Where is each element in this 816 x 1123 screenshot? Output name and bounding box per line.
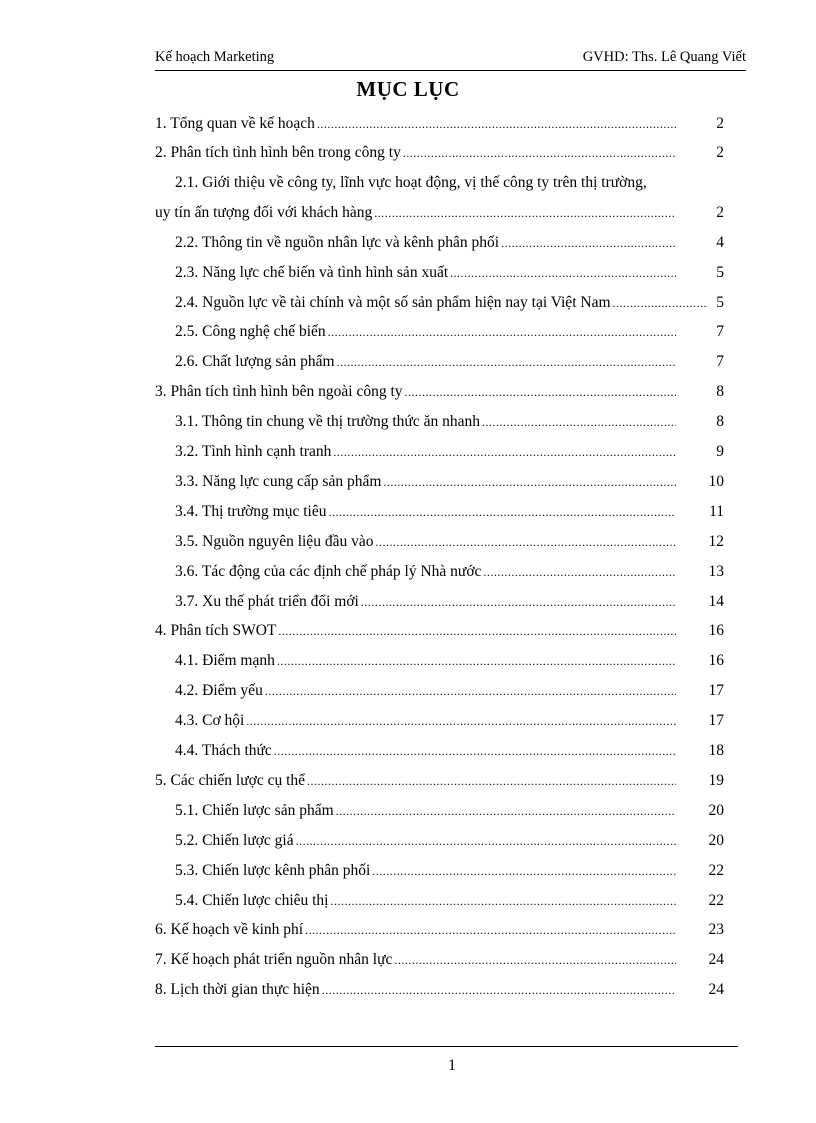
toc-entry-label: 4.4. Thách thức (175, 742, 272, 759)
toc-entry-label: 2.3. Năng lực chế biến và tình hình sản xuất (175, 264, 449, 281)
header-divider (155, 70, 746, 71)
toc-entry-label: 3.1. Thông tin chung về thị trường thức ăn nhanh (175, 413, 480, 430)
toc-entry[interactable] (175, 321, 724, 343)
toc-entry-label[interactable]: 2.1. Giới thiệu về công ty, lĩnh vực hoạt động, vị thế công ty trên thị trường, (175, 174, 647, 191)
dot-leader (403, 142, 676, 164)
toc-entry-page: 22 (708, 862, 724, 879)
toc-entry-label: 2.5. Công nghệ chế biến (175, 323, 326, 340)
toc-entry-page: 18 (708, 742, 724, 759)
dot-leader (394, 949, 676, 971)
toc-entry-page: 9 (716, 443, 724, 460)
toc-entry[interactable] (155, 979, 724, 1001)
toc-entry[interactable] (155, 381, 724, 403)
toc-entry-page: 13 (708, 563, 724, 580)
toc-entry[interactable] (175, 292, 724, 314)
toc-entry[interactable] (155, 919, 724, 941)
dot-leader (265, 680, 676, 702)
dot-leader (482, 411, 676, 433)
toc-entry-page: 10 (708, 473, 724, 490)
toc-entry-page: 17 (708, 712, 724, 729)
toc-entry[interactable] (155, 202, 724, 224)
toc-entry-label-continuation: uy tín ấn tượng đối với khách hàng (155, 204, 373, 221)
toc-entry-label: 5. Các chiến lược cụ thể (155, 772, 306, 789)
toc-entry-label: 5.3. Chiến lược kênh phân phối (175, 862, 371, 879)
toc-entry-page: 14 (708, 593, 724, 610)
toc-entry-page: 22 (708, 892, 724, 909)
dot-leader (331, 890, 677, 912)
dot-leader (383, 471, 676, 493)
toc-entry-page: 24 (708, 951, 724, 968)
toc-entry-page: 8 (716, 383, 724, 400)
toc-entry[interactable] (175, 501, 724, 523)
dot-leader (336, 800, 676, 822)
toc-entry-page: 20 (708, 802, 724, 819)
toc-entry-page: 5 (716, 294, 724, 311)
toc-entry[interactable] (175, 680, 724, 702)
toc-entry-label: 4.3. Cơ hội (175, 712, 245, 729)
toc-entry[interactable] (175, 351, 724, 373)
toc-entry-page: 24 (708, 981, 724, 998)
dot-leader (317, 113, 676, 135)
footer-divider (155, 1046, 738, 1047)
toc-entry[interactable] (175, 890, 724, 912)
page-header (155, 49, 746, 69)
toc-entry-label: 4.2. Điểm yếu (175, 682, 263, 699)
toc-entry-label: 2.6. Chất lượng sản phẩm (175, 353, 335, 370)
toc-entry-page: 8 (716, 413, 724, 430)
dot-leader (328, 321, 676, 343)
dot-leader (277, 650, 676, 672)
toc-entry-page: 23 (708, 921, 724, 938)
toc-entry-page: 16 (708, 622, 724, 639)
toc-entry-page: 11 (709, 503, 724, 520)
toc-entry-label: 2.2. Thông tin về nguồn nhân lực và kênh phân phối (175, 234, 500, 251)
dot-leader (329, 501, 677, 523)
toc-entry-page: 5 (716, 264, 724, 281)
dot-leader (333, 441, 676, 463)
toc-entry[interactable] (175, 531, 724, 553)
toc-entry-label: 6. Kế hoạch về kinh phí (155, 921, 304, 938)
toc-entry-page: 4 (716, 234, 724, 251)
toc-entry[interactable] (155, 949, 724, 971)
toc-entry[interactable] (175, 800, 724, 822)
toc-entry-page: 7 (716, 353, 724, 370)
toc-entry-label: 5.2. Chiến lược giá (175, 832, 294, 849)
toc-entry-label: 3.7. Xu thế phát triển đổi mới (175, 593, 359, 610)
toc-entry-label: 7. Kế hoạch phát triển nguồn nhân lực (155, 951, 393, 968)
toc-entry-page: 17 (708, 682, 724, 699)
toc-entry-page: 16 (708, 652, 724, 669)
dot-leader (246, 710, 676, 732)
toc-entry-page: 19 (708, 772, 724, 789)
page-number: 1 (448, 1057, 456, 1074)
dot-leader (375, 531, 676, 553)
toc-entry[interactable] (175, 591, 724, 613)
dot-leader (405, 381, 676, 403)
dot-leader (483, 561, 676, 583)
dot-leader (337, 351, 676, 373)
toc-entry-label: 4. Phân tích SWOT (155, 622, 277, 639)
dot-leader (274, 740, 676, 762)
toc-entry-page: 7 (716, 323, 724, 340)
toc-entry-label: 3.4. Thị trường mục tiêu (175, 503, 327, 520)
toc-entry-page: 12 (708, 533, 724, 550)
toc-entry-label: 3.6. Tác động của các định chế pháp lý Nhà nước (175, 563, 482, 580)
toc-entry-label: 1. Tổng quan về kế hoạch (155, 115, 315, 132)
dot-leader (305, 919, 676, 941)
toc-entry[interactable] (175, 411, 724, 433)
toc-entry-label: 3.5. Nguồn nguyên liệu đầu vào (175, 533, 374, 550)
toc-entry-label: 4.1. Điểm mạnh (175, 652, 275, 669)
dot-leader (374, 202, 676, 224)
dot-leader (450, 262, 676, 284)
toc-entry[interactable] (175, 232, 724, 254)
toc-entry-label: 3.3. Năng lực cung cấp sản phẩm (175, 473, 382, 490)
dot-leader (372, 860, 676, 882)
toc-entry[interactable] (155, 770, 724, 792)
toc-entry[interactable] (175, 262, 724, 284)
toc-entry-label: 3. Phân tích tình hình bên ngoài công ty (155, 383, 403, 400)
toc-entry[interactable] (155, 620, 724, 642)
toc-entry[interactable] (175, 441, 724, 463)
toc-entry[interactable] (175, 650, 724, 672)
toc-entry[interactable] (175, 471, 724, 493)
toc-title: MỤC LỤC (356, 77, 460, 101)
toc-entry-page: 2 (716, 144, 724, 161)
toc-entry-page: 2 (716, 115, 724, 132)
toc-entry[interactable] (155, 113, 724, 135)
dot-leader (322, 979, 676, 1001)
header-advisor: GVHD: Ths. Lê Quang Viết (582, 49, 746, 65)
toc-entry[interactable] (155, 142, 724, 164)
toc-entry[interactable] (175, 561, 724, 583)
header-document-title: Kế hoạch Marketing (155, 49, 275, 65)
toc-entry-label: 2. Phân tích tình hình bên trong công ty (155, 144, 401, 161)
toc-entry[interactable] (175, 860, 724, 882)
toc-entry[interactable] (175, 740, 724, 762)
toc-entry-page: 20 (708, 832, 724, 849)
toc-entry-page: 2 (716, 204, 724, 221)
toc-entry-label: 3.2. Tình hình cạnh tranh (175, 443, 332, 460)
toc-entry-label: 2.4. Nguồn lực về tài chính và một số sản phẩm hiện nay tại Việt Nam (175, 294, 611, 311)
dot-leader (361, 591, 676, 613)
toc-entry-label: 8. Lịch thời gian thực hiện (155, 981, 320, 998)
toc-entry[interactable] (175, 710, 724, 732)
toc-entry-label: 5.1. Chiến lược sản phẩm (175, 802, 334, 819)
toc-entry[interactable] (175, 830, 724, 852)
dot-leader (501, 232, 676, 254)
dot-leader (278, 620, 676, 642)
toc-entry-label: 5.4. Chiến lược chiêu thị (175, 892, 329, 909)
dot-leader (296, 830, 676, 852)
dot-leader (613, 292, 709, 314)
dot-leader (307, 770, 676, 792)
